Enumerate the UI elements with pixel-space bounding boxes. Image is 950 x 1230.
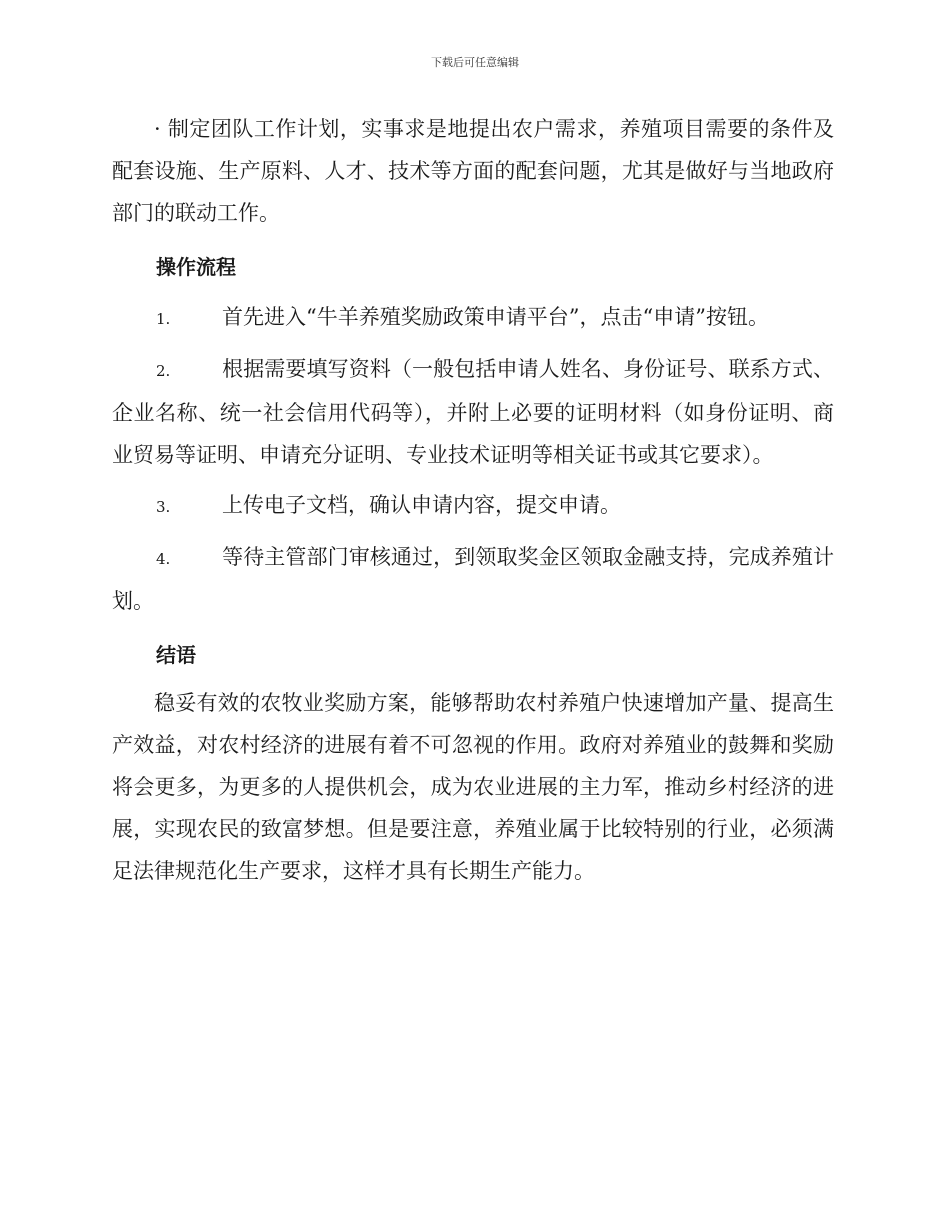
step-number: 4. xyxy=(156,550,171,568)
step-text: 上传电子文档，确认申请内容，提交申请。 xyxy=(222,493,621,517)
step-text: 根据需要填写资料（一般包括申请人姓名、身份证号、联系方式、企业名称、统一社会信用代码等），并附上必要的证明材料（如身份证明、商业贸易等证明、申请充分证明、专业技术证明等相关证书或其它要求）。 xyxy=(112,357,834,467)
step-item xyxy=(112,484,834,528)
page-header-note: 下载后可任意编辑 xyxy=(431,56,519,69)
section-heading-procedure: 操作流程 xyxy=(156,255,236,279)
section-heading-conclusion: 结语 xyxy=(156,643,196,667)
step-item xyxy=(112,536,834,622)
bullet-paragraph: · 制定团队工作计划，实事求是地提出农户需求，养殖项目需要的条件及配套设施、生产原料、人才、技术等方面的配套问题，尤其是做好与当地政府部门的联动工作。 xyxy=(112,117,834,225)
step-text: 首先进入“牛羊养殖奖励政策申请平台”，点击“申请”按钮。 xyxy=(222,305,769,329)
step-number: 2. xyxy=(156,362,171,380)
document-body xyxy=(112,108,834,892)
step-text: 等待主管部门审核通过，到领取奖金区领取金融支持，完成养殖计划。 xyxy=(112,545,834,613)
step-item xyxy=(112,348,834,476)
step-item xyxy=(112,296,834,340)
step-number: 3. xyxy=(156,498,171,516)
conclusion-paragraph: 稳妥有效的农牧业奖励方案，能够帮助农村养殖户快速增加产量、提高生产效益，对农村经济的进展有着不可忽视的作用。政府对养殖业的鼓舞和奖励将会更多，为更多的人提供机会，成为农业进展的主力军，推动乡村经济的进展，实现农民的致富梦想。但是要注意，养殖业属于比较特别的行业，必须满足法律规范化生产要求，这样才具有长期生产能力。 xyxy=(112,691,834,883)
step-number: 1. xyxy=(156,310,171,328)
